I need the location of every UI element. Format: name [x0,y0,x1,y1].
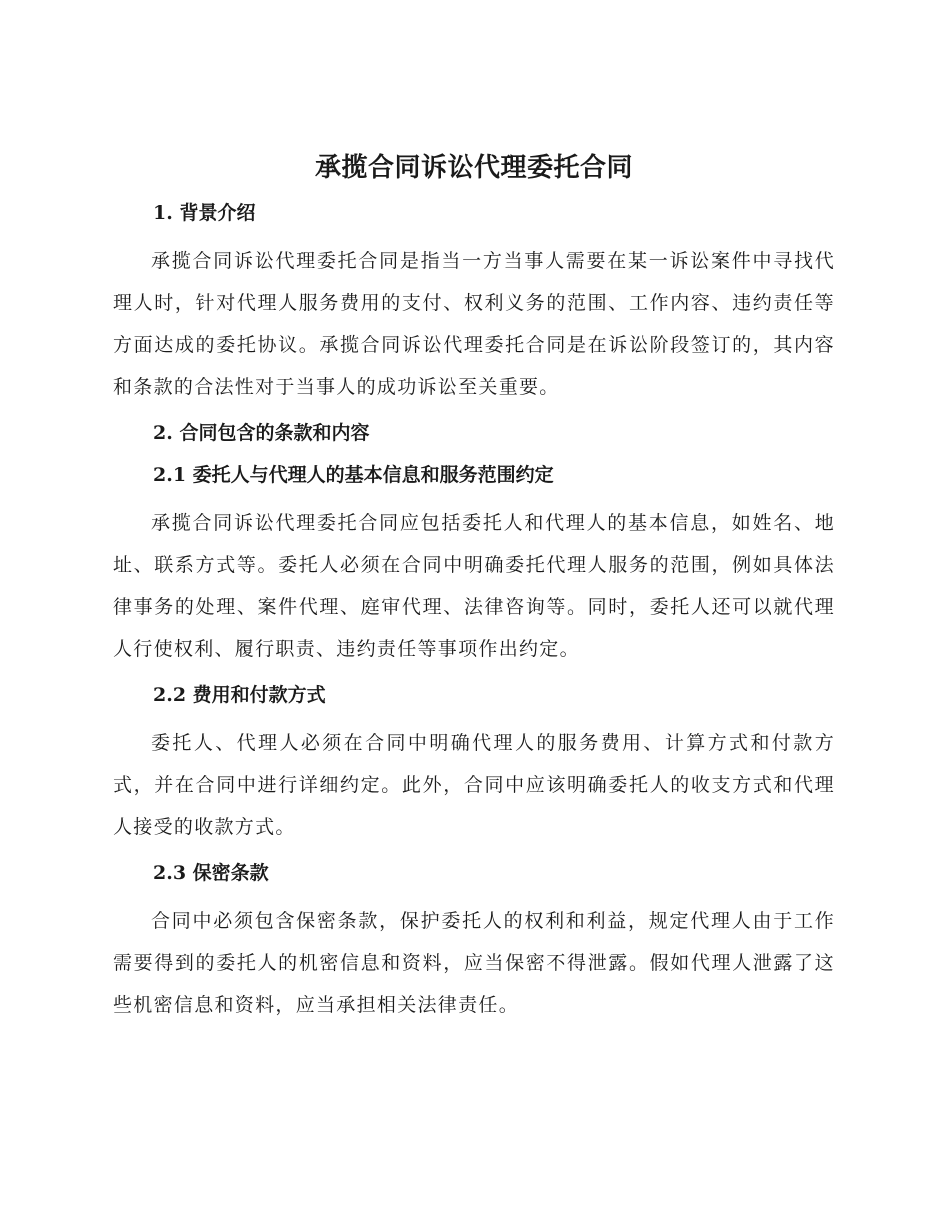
section-paragraph-confidentiality: 合同中必须包含保密条款，保护委托人的权利和利益，规定代理人由于工作需要得到的委托人的机密信息和资料，应当保密不得泄露。假如代理人泄露了这些机密信息和资料，应当承担相关法律责任。 [113,910,835,1016]
section-paragraph-basic-info: 承揽合同诉讼代理委托合同应包括委托人和代理人的基本信息，如姓名、地址、联系方式等。委托人必须在合同中明确委托代理人服务的范围，例如具体法律事务的处理、案件代理、庭审代理、法律咨询等。同时，委托人还可以就代理人行使权利、履行职责、违约责任等事项作出约定。 [113,512,835,660]
section-paragraph-background: 承揽合同诉讼代理委托合同是指当一方当事人需要在某一诉讼案件中寻找代理人时，针对代理人服务费用的支付、权利义务的范围、工作内容、违约责任等方面达成的委托协议。承揽合同诉讼代理委托合同是在诉讼阶段签订的，其内容和条款的合法性对于当事人的成功诉讼至关重要。 [113,250,835,398]
document-title: 承揽合同诉讼代理委托合同 [314,153,633,183]
section-heading-contract-terms: 2. 合同包含的条款和内容 [153,422,370,444]
section-heading-confidentiality: 2.3 保密条款 [153,862,269,884]
section-heading-background: 1. 背景介绍 [153,202,256,224]
section-heading-basic-info: 2.1 委托人与代理人的基本信息和服务范围约定 [153,464,554,486]
section-heading-fees: 2.2 费用和付款方式 [153,684,326,706]
section-paragraph-fees: 委托人、代理人必须在合同中明确代理人的服务费用、计算方式和付款方式，并在合同中进行详细约定。此外，合同中应该明确委托人的收支方式和代理人接受的收款方式。 [113,732,835,838]
document-body [113,148,835,1036]
